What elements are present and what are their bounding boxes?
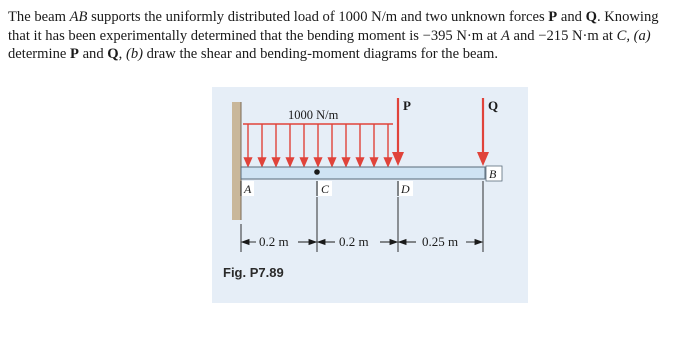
dimension-2-label: 0.2 m bbox=[339, 234, 369, 249]
dimension-1-label: 0.2 m bbox=[259, 234, 289, 249]
distributed-load bbox=[243, 124, 393, 166]
wall-support bbox=[232, 102, 241, 220]
force-P-label: P bbox=[403, 98, 411, 113]
problem-statement: The beam AB supports the uniformly distributed load of 1000 N/m and two unknown forces P and Q. Knowing that it has been experimentally determined that the bending moment is −395 N·m at A and −215 N·m at C, (a) determine P and Q, (b) draw the shear and bending-moment diagrams for the beam. bbox=[8, 9, 659, 63]
beam-label: AB bbox=[69, 9, 88, 25]
point-C-dot bbox=[314, 169, 320, 175]
point-D-label: D bbox=[401, 182, 410, 196]
point-A-label: A bbox=[244, 182, 252, 196]
beam bbox=[241, 167, 485, 179]
dimension-3-label: 0.25 m bbox=[422, 234, 459, 249]
force-Q-label: Q bbox=[488, 98, 499, 113]
load-label: 1000 N/m bbox=[288, 108, 339, 122]
point-B-label: B bbox=[489, 167, 497, 181]
figure-caption: Fig. P7.89 bbox=[223, 265, 284, 280]
point-C-label: C bbox=[321, 182, 330, 196]
